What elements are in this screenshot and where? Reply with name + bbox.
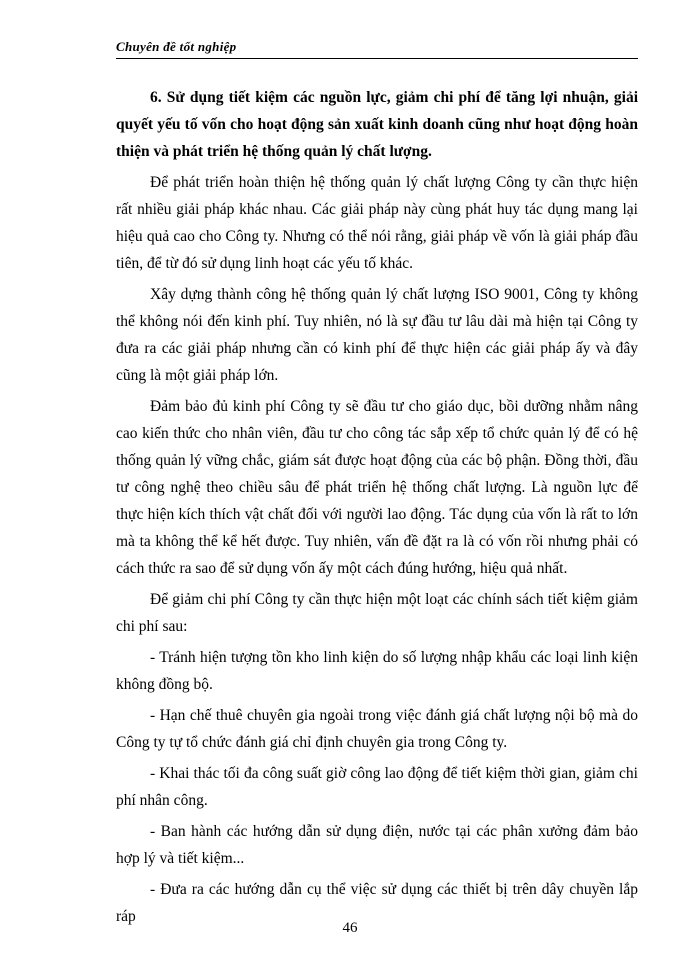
paragraph: Đảm bảo đủ kinh phí Công ty sẽ đầu tư cho giáo dục, bồi dưỡng nhằm nâng cao kiến thức cho nhân viên, đầu tư cho công tác sắp xếp tổ chức quản lý để có hệ thống quản lý vững chắc, giám sát được hoạt động của các bộ phận. Đồng thời, đầu tư công nghệ theo chiều sâu để phát triển hệ thống chất lượng. Là nguồn lực để thực hiện kích thích vật chất đối với người lao động. Tác dụng của vốn là rất to lớn mà ta không thể kể hết được. Tuy nhiên, vấn đề đặt ra là có vốn rồi nhưng phải có cách thức ra sao để sử dụng vốn ấy một cách đúng hướng, hiệu quả nhất. xyxy=(116,398,638,577)
list-item: - Khai thác tối đa công suất giờ công lao động để tiết kiệm thời gian, giảm chi phí nhân công. xyxy=(116,765,638,809)
page-number: 46 xyxy=(342,920,358,936)
header-title: Chuyên đề tốt nghiệp xyxy=(116,39,237,54)
page-header xyxy=(116,38,638,59)
paragraph: Để phát triển hoàn thiện hệ thống quản lý chất lượng Công ty cần thực hiện rất nhiều giải pháp khác nhau. Các giải pháp này cùng phát huy tác dụng mang lại hiệu quả cao cho Công ty. Nhưng có thể nói rằng, giải pháp về vốn là giải pháp đầu tiên, để từ đó sử dụng linh hoạt các yếu tố khác. xyxy=(116,174,638,272)
list-item: - Hạn chế thuê chuyên gia ngoài trong việc đánh giá chất lượng nội bộ mà do Công ty tự tổ chức đánh giá chỉ định chuyên gia trong Công ty. xyxy=(116,707,638,751)
list-item: - Tránh hiện tượng tồn kho linh kiện do số lượng nhập khẩu các loại linh kiện không đồng bộ. xyxy=(116,649,638,693)
document-body xyxy=(116,84,638,934)
paragraph: Để giảm chi phí Công ty cần thực hiện một loạt các chính sách tiết kiệm giảm chi phí sau: xyxy=(116,591,638,635)
list-item: - Đưa ra các hướng dẫn cụ thể việc sử dụng các thiết bị trên dây chuyền lắp ráp xyxy=(116,881,638,925)
list-item: - Ban hành các hướng dẫn sử dụng điện, nước tại các phân xưởng đảm bảo hợp lý và tiết kiệm... xyxy=(116,823,638,867)
section-heading: 6. Sử dụng tiết kiệm các nguồn lực, giảm chi phí để tăng lợi nhuận, giải quyết yếu tố vốn cho hoạt động sản xuất kinh doanh cũng như hoạt động hoàn thiện và phát triển hệ thống quản lý chất lượng. xyxy=(116,89,638,160)
paragraph: Xây dựng thành công hệ thống quản lý chất lượng ISO 9001, Công ty không thể không nói đến kinh phí. Tuy nhiên, nó là sự đầu tư lâu dài mà hiện tại Công ty đưa ra các giải pháp nhưng cần có kinh phí để thực hiện các giải pháp ấy và đây cũng là một giải pháp lớn. xyxy=(116,286,638,384)
